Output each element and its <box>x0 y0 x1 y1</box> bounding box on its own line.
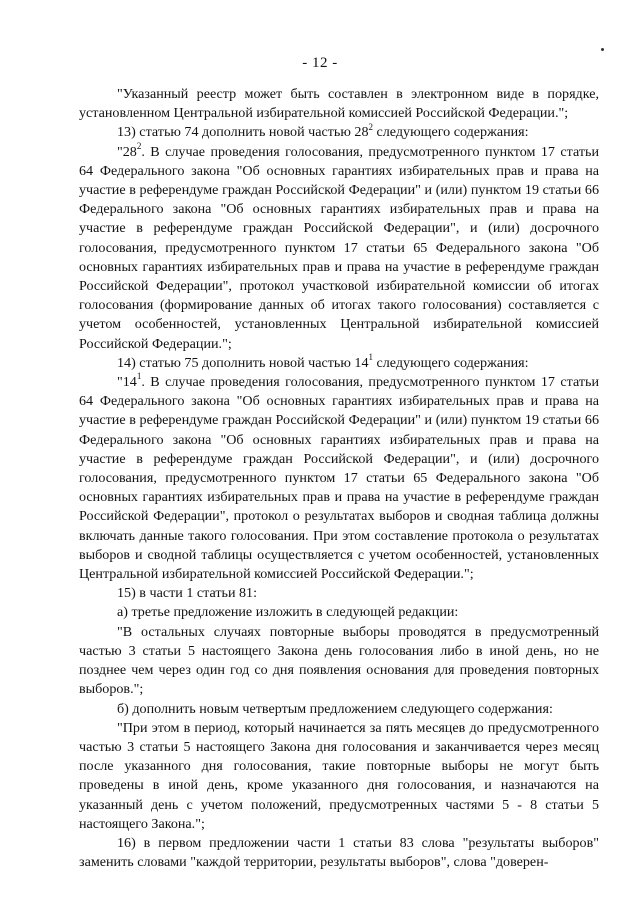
paragraph-part-14-1: "$14^1$. В случае проведения голосования, предусмотренного пунктом 17 статьи 64 Федерального закона "Об основных гарантиях избирательных прав и права на участие в референдуме граждан Российской Федерации" и (или) пунктом 19 статьи 66 Федерального закона "Об основных гарантиях избирательных прав и права на участие в референдуме граждан Российской Федерации", и (или) досрочного голосования, предусмотренного пунктом 17 статьи 65 Федерального закона "Об основных гарантиях избирательных прав и права на участие в референдуме граждан Российской Федерации", протокол о результатах выборов и сводная таблица должны включать данные такого голосования. При этом составление протокола о результатах выборов и сводной таблицы осуществляется с учетом особенностей, установленных Центральной избирательной комиссией Российской Федерации."; <box>79 371 599 583</box>
paragraph-item-15: 15) в части 1 статьи 81: <box>117 585 258 602</box>
superscript: 2 <box>368 121 373 132</box>
paragraph-subitem-b: б) дополнить новым четвертым предложением следующего содержания: <box>117 700 553 717</box>
paragraph-item-14: 14) статью 75 дополнить новой частью $14^1$ следующего содержания: <box>117 352 529 371</box>
paragraph-subitem-a: а) третье предложение изложить в следующей редакции: <box>117 604 459 621</box>
paragraph-item-16: 16) в первом предложении части 1 статьи 83 слова "результаты выборов" заменить словами "каждой территории, результаты выборов", слова "доверен- <box>79 834 599 871</box>
page-number: - 12 - <box>302 55 338 71</box>
paragraph-period-rule: "При этом в период, который начинается за пять месяцев до предусмотренного частью 3 статьи 5 настоящего Закона дня голосования и заканчивается через месяц после указанного дня голосования, такие повторные выборы не могут быть проведены в иной день, кроме указанного дня голосования, и назначаются на указанный день с учетом положений, предусмотренных частями 5 - 8 статьи 5 настоящего Закона."; <box>79 719 599 832</box>
paragraph-registry: "Указанный реестр может быть составлен в электронном виде в порядке, установленном Центральной избирательной комиссией Российской Федерации."; <box>79 86 599 122</box>
superscript: 2 <box>136 140 142 151</box>
document-body <box>79 85 599 872</box>
paragraph-repeat-elections: "В остальных случаях повторные выборы проводятся в предусмотренный частью 3 статьи 5 настоящего Закона день голосования либо в иной день, но не позднее чем через один год со дня появления основания для проведения повторных выборов."; <box>79 623 599 698</box>
paragraph-part-28-2: "$28^2$. В случае проведения голосования, предусмотренного пунктом 17 статьи 64 Федерального закона "Об основных гарантиях избирательных прав и права на участие в референдуме граждан Российской Федерации" и (или) пунктом 19 статьи 66 Федерального закона "Об основных гарантиях избирательных прав и права на участие в референдуме граждан Российской Федерации", и (или) досрочного голосования, предусмотренного пунктом 17 статьи 65 Федерального закона "Об основных гарантиях избирательных прав и права на участие в референдуме граждан Российской Федерации", протокол участковой избирательной комиссии об итогах голосования (формирование данных об итогах такого голосования) составляется с учетом особенностей, установленных Центральной избирательной комиссией Российской Федерации."; <box>79 140 599 352</box>
scan-dot-mark <box>601 48 604 51</box>
superscript: 1 <box>136 371 142 382</box>
paragraph-item-13: 13) статью 74 дополнить новой частью $28^2$ следующего содержания: <box>117 121 529 141</box>
superscript: 1 <box>368 352 373 363</box>
